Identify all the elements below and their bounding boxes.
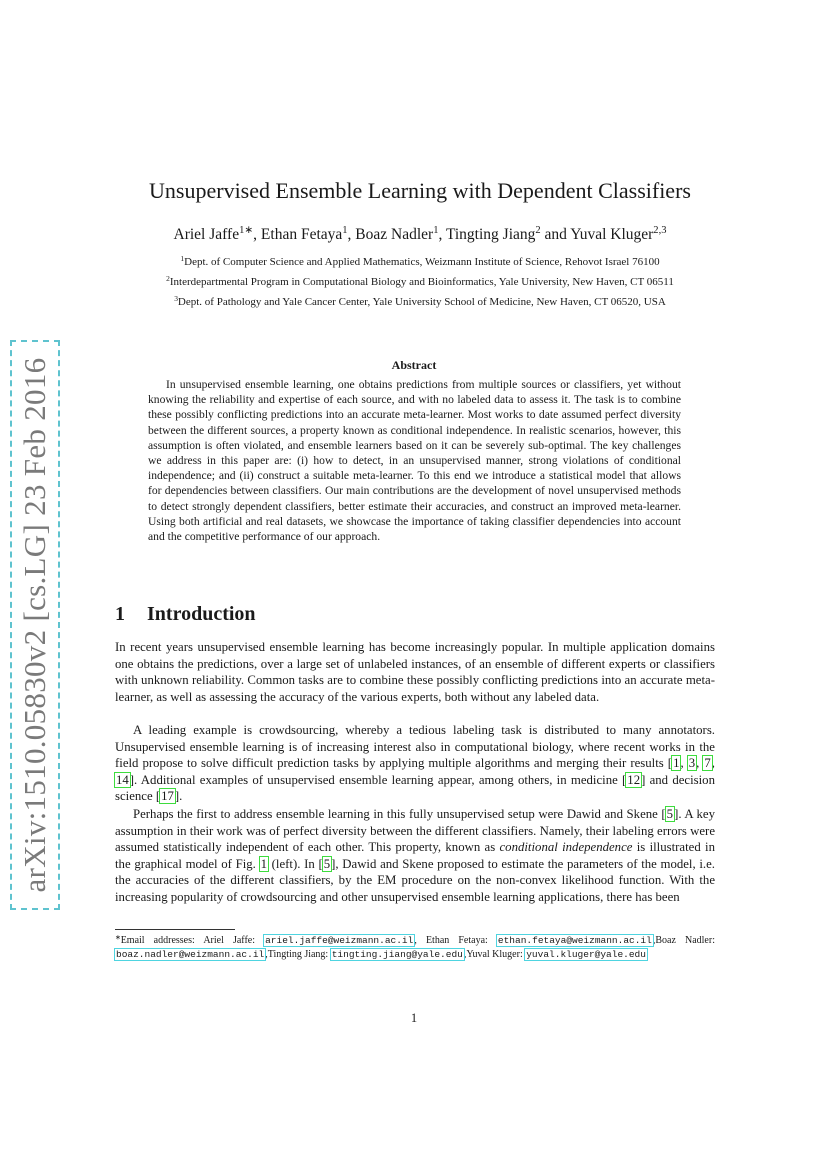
affiliation-text: Dept. of Pathology and Yale Cancer Center, Yale University School of Medicine, New Haven, CT 06520, USA	[177, 296, 666, 308]
email-link[interactable]: tingting.jiang@yale.edu	[331, 949, 463, 960]
intro-paragraph-3: Perhaps the first to address ensemble learning in this fully unsupervised setup were Dawid and Skene [5]. A key assumption in their work was of perfect diversity between the different classifiers. Namely, their labeling errors were assumed statistically independent of each other. This property, known as conditional independence is illustrated in the graphical model of Fig. 1 (left). In [5], Dawid and Skene proposed to estimate the parameters of the model, i.e. the accuracies of the different classifiers, by the EM procedure on the non-convex likelihood function. With the increasing popularity of crowdsourcing and other unsupervised ensemble learning applications, there has been	[115, 807, 716, 904]
author-sup: 1	[433, 225, 439, 237]
affiliation-text: Interdepartmental Program in Computational Biology and Bioinformatics, Yale University, New Haven, CT 06511	[169, 276, 674, 288]
citation-link[interactable]: 14	[116, 772, 129, 787]
abstract-text: In unsupervised ensemble learning, one obtains predictions from multiple sources or classifiers, yet without knowing the reliability and expertise of each source, and with no labeled data to assess it. The task is to combine these possibly conflicting predictions into an accurate meta-learner. Most works to date assumed perfect diversity between the different sources, a property known as conditional independence. In realistic scenarios, however, this assumption is often violated, and ensemble learners based on it can be severely sub-optimal. The key challenges we address in this paper are: (i) how to detect, in an unsupervised manner, strong violations of conditional independence; and (ii) construct a suitable meta-learner. To this end we introduce a statistical model that allows for dependencies between classifiers. Our main contributions are the development of novel unsupervised methods to detect strongly dependent classifiers, better estimate their accuracies, and construct an improved meta-learner. Using both artificial and real datasets, we showcase the importance of taking classifier dependencies into account and the competitive performance of our approach.	[148, 378, 681, 544]
author-name: Yuval Kluger	[570, 226, 654, 243]
section-number: 1	[115, 603, 125, 625]
affiliation-3	[100, 293, 740, 308]
author-name: Boaz Nadler	[355, 226, 434, 243]
footnote-mark: ∗	[115, 934, 121, 942]
citation-link[interactable]: 5	[666, 807, 674, 821]
author-name: Tingting Jiang	[445, 226, 536, 243]
arxiv-stamp-text: arXiv:1510.05830v2 [cs.LG] 23 Feb 2016	[17, 357, 52, 893]
author-sup: 1∗	[239, 225, 254, 237]
affiliation-sup: 3	[174, 293, 178, 303]
email-link[interactable]: ethan.fetaya@weizmann.ac.il	[497, 935, 652, 946]
arxiv-stamp[interactable]	[10, 340, 60, 910]
email-link[interactable]: ariel.jaffe@weizmann.ac.il	[265, 935, 414, 946]
author-sup: 1	[342, 225, 348, 237]
emphasis-text: conditional independence	[499, 840, 633, 855]
citation-link[interactable]: 7	[704, 756, 711, 771]
intro-paragraph-1: In recent years unsupervised ensemble learning has become increasingly popular. In multiple application domains one obtains the predictions, over a large set of unlabeled instances, of an ensemble of different experts or classifiers with unknown reliability. Common tasks are to combine these possibly conflicting predictions into an accurate meta-learner, as well as assessing the accuracy of the various experts, both without any labeled data.	[115, 640, 715, 704]
citation-link[interactable]: 1	[673, 756, 680, 771]
intro-paragraph-2: A leading example is crowdsourcing, whereby a tedious labeling task is distributed to many annotators. Unsupervised ensemble learning is of increasing interest also in computational biology, where recent works in the field propose to solve difficult prediction tasks by applying multiple algorithms and merging their results [1, 3, 7, 14]. Additional examples of unsupervised ensemble learning appear, among others, in medicine [12] and decision science [17].	[115, 723, 715, 804]
author-list: Ariel Jaffe$^{1∗}$, Ethan Fetaya$^1$, Boaz Nadler$^1$, Tingting Jiang$^2$ and Yuval Kluger$^{2,3}$	[173, 225, 667, 243]
affiliation-1	[100, 253, 740, 268]
abstract-heading: Abstract	[391, 358, 437, 372]
footnote-rule	[115, 929, 235, 930]
citation-link[interactable]: 12	[627, 772, 641, 787]
footnote: ∗Email addresses: Ariel Jaffe: ariel.jaffe@weizmann.ac.il, Ethan Fetaya: ethan.fetaya@weizmann.ac.il,Boaz Nadler: boaz.nadler@weizmann.ac.il,Tingting Jiang: tingting.jiang@yale.edu,Yuval Kluger: yuval.kluger@yale.edu	[115, 934, 715, 960]
email-link[interactable]: boaz.nadler@weizmann.ac.il	[116, 949, 265, 960]
author-name: Ethan Fetaya	[260, 226, 343, 243]
citation-link[interactable]: 17	[161, 789, 174, 804]
affiliation-sup: 1	[180, 253, 185, 263]
paper-title: Unsupervised Ensemble Learning with Dependent Classifiers	[149, 178, 691, 203]
citation-link[interactable]: 3	[688, 756, 696, 771]
affiliation-text: Dept. of Computer Science and Applied Mathematics, Weizmann Institute of Science, Rehovot Israel 76100	[184, 256, 660, 268]
affiliation-sup: 2	[166, 273, 170, 283]
figure-link[interactable]: 1	[260, 856, 267, 871]
author-sup: 2,3	[653, 225, 667, 237]
page-number: 1	[410, 1011, 418, 1025]
section-title: Introduction	[147, 603, 256, 625]
author-sup: 2	[535, 225, 541, 237]
affiliation-2	[100, 273, 740, 288]
email-link[interactable]: yuval.kluger@yale.edu	[526, 949, 646, 960]
author-name: Ariel Jaffe	[173, 226, 240, 243]
section-heading	[115, 603, 515, 626]
citation-link[interactable]: 5	[323, 856, 331, 871]
